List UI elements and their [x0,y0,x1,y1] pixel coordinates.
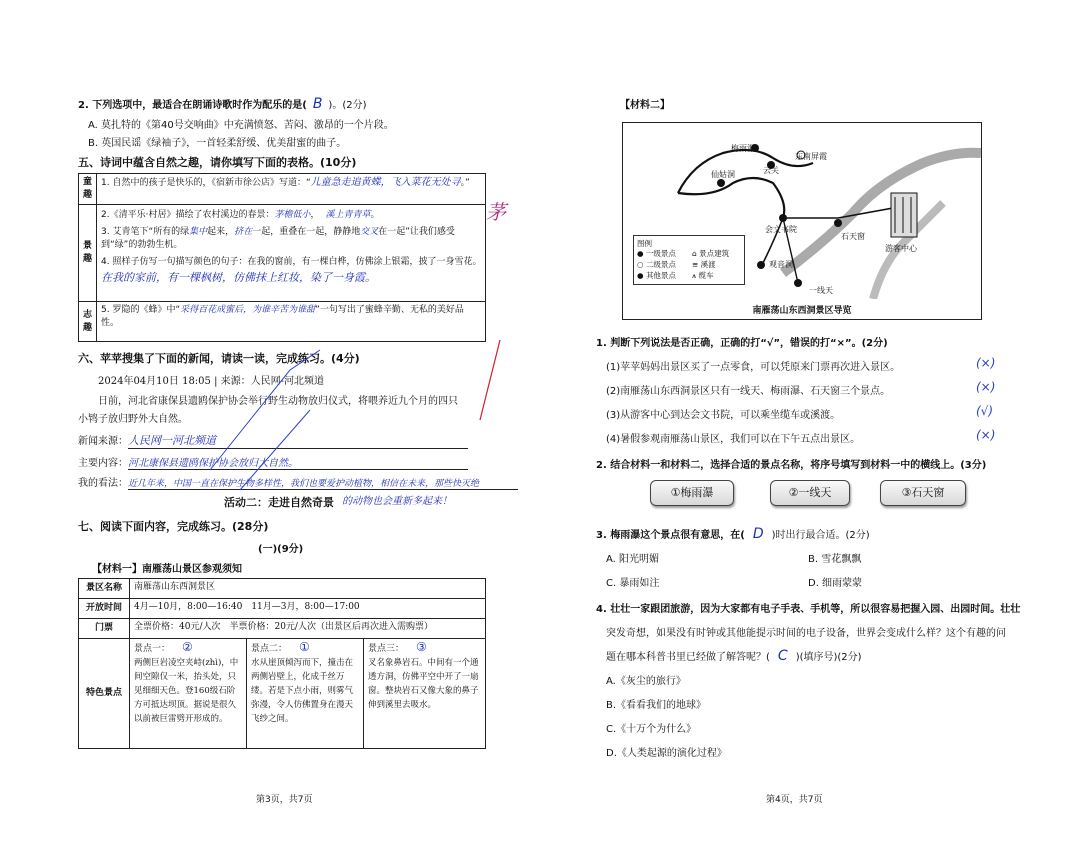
spot1-head: 景点一： [134,644,171,654]
spot3-answer: ③ [416,640,427,654]
source-answer: 人民网一河北频道 [128,432,468,449]
value-name: 南雁荡山东西洞景区 [130,579,486,599]
q1-item-4: (4)暑假参观南雁荡山景区，我们可以在下午五点出景区。 [606,434,861,445]
legend-label-3: 其他景点 [645,271,676,280]
q4-option-b: B.《看看我们的地球》 [606,700,707,711]
view-label: 我的看法： [78,478,128,489]
legend-label-6: 缆车 [698,271,714,280]
legend-label-5: 溪渡 [700,260,716,269]
q2r-stem: 2. 结合材料一和材料二，选择合适的景点名称，将序号填写到材料一中的横线上。(3分) [596,460,987,471]
row-label-jingqu: 景趣 [79,205,97,302]
row-label-tongqu: 童趣 [79,174,97,205]
spot3-text: 叉名象鼻岩石。中间有一个通透方洞，仿佛平空中开了一扇窗。整块岩石又像大象的鼻子伸到溪里去吸水。 [368,658,479,710]
map-label-huiwen: 会文书院 [765,225,797,234]
q2-close: )。(2分) [328,100,367,111]
q2-option-a: A. 莫扎特的《第40号交响曲》中充满愤怒、苦闷、激昂的一个片段。 [88,120,394,131]
news-body-1: 日前，河北省康保县遗鸥保护协会举行野生动物放归仪式，将喂养近九个月的四只 [98,396,458,407]
q4-stem-3a: 题在哪本科普书里已经做了解答呢？( [606,652,770,663]
jingqu2-answer1: 茅檐低小 [274,210,311,220]
legend-item-4: ⌂ 景点建筑 [692,249,730,258]
map-legend [633,235,745,285]
q3-stem-b: )时出行最合适。(2分) [771,530,870,541]
jingqu2-end: 。 [370,210,380,220]
spot-1 [130,639,247,749]
jingqu3-a: 3. 艾青笔下“所有的绿 [101,227,190,237]
legend-item-6: ⩚ 缆车 [692,271,714,280]
jingqu2-sep: ， [310,210,320,220]
map-label-yunguan: 云关 [763,166,779,175]
label-ticket: 门票 [79,619,130,639]
q3-option-d: D. 细雨蒙蒙 [808,578,863,589]
grading-strokes [150,330,530,530]
source-label: 新闻来源： [78,436,128,447]
q-tongqu-text: 1. 自然中的孩子是快乐的，《宿新市徐公店》写道：“ [101,178,311,188]
legend-item-5: ≡ 溪渡 [692,260,716,269]
spot2-text: 水从崖顶倾泻而下，撞击在两侧岩壁上，化成千丝万缕。若是下点小雨，则雾气弥漫，令人仿佛置身在漫天飞纱之间。 [251,658,354,724]
q2-stem-line [78,96,367,112]
q3-stem [596,526,870,542]
zhiqu-answer: 采得百花成蜜后，为谁辛苦为谁甜 [180,305,316,315]
map-label-dongnan: 东南屏霞 [795,152,827,161]
option-meiyupu[interactable]: ①梅雨瀑 [650,480,734,506]
scenic-table [78,578,486,749]
section7-title: 七、阅读下面内容，完成练习。(28分) [78,520,269,533]
material1-title: 【材料一】南雁荡山景区参观须知 [92,564,242,575]
legend-item-1: ● 一级景点 [637,249,676,258]
q4-option-d: D.《人类起源的演化过程》 [606,748,727,759]
q1-item-1: (1)苹苹妈妈出景区买了一点零食，可以凭原来门票再次进入景区。 [606,362,901,373]
view-answer-2: 的动物也会重新多起来！ [342,496,452,507]
q-tongqu-answer: 儿童急走追黄蝶，飞入菜花无处寻 [310,177,461,188]
q1-mark-2: (×) [976,380,996,394]
jingqu3-answer3: 交叉 [360,227,379,237]
map-label-shitianchuang: 石天窗 [841,232,865,241]
q4-jingqu-answer: 在我的家前，有一棵枫树，仿佛抹上红妆，染了一身霞。 [101,271,377,284]
activity-title: 活动二：走进自然奇景 [224,496,334,509]
q2-option-b: B. 英国民谣《绿袖子》，一首轻柔舒缓、优美甜蜜的曲子。 [88,138,347,149]
q3-jingqu [101,226,481,252]
label-feature: 特色景点 [79,639,130,749]
right-page [540,0,1080,842]
map-label-yixiantian: 一线天 [809,286,833,295]
q3-option-c: C. 暴雨如注 [606,578,660,589]
q3-stem-a: 3. 梅雨瀑这个景点很有意思，在( [596,530,745,541]
jingqu3-d: 在一起”让我们感受到“绿”的勃勃生机。 [101,227,455,250]
map-label-meiyupu: 梅雨瀑 [731,144,755,153]
legend-item-3: ● 其他景点 [637,271,676,280]
spot3-head: 景点三： [368,644,405,654]
q1-item-3: (3)从游客中心到达会文书院，可以乘坐缆车或溪渡。 [606,410,841,421]
spot2-answer: ① [299,640,310,654]
legend-label-1: 一级景点 [645,249,676,258]
q3-option-b: B. 雪花飘飘 [808,554,862,565]
row-label-zhiqu: 志趣 [79,302,97,342]
legend-label-2: 二级景点 [645,260,676,269]
q4-option-c: C.《十万个为什么》 [606,724,697,735]
q1-mark-3: (√) [976,404,994,418]
q4-answer: C [777,648,788,664]
label-name: 景区名称 [79,579,130,599]
option-yixiantian[interactable]: ②一线天 [770,480,850,506]
q1-stem: 1. 判断下列说法是否正确，正确的打“√”，错误的打“×”。(2分) [596,338,888,349]
map-caption: 南雁荡山东西洞景区导览 [752,306,852,316]
jingqu2-answer2: 溪上青青草 [325,210,371,220]
footer-left: 第3页，共7页 [256,795,313,805]
q1-mark-4: (×) [976,428,996,442]
spot1-answer: ② [182,640,193,654]
map-label-guanyin: 观音洞 [769,260,793,269]
option-shitianchuang[interactable]: ③石天窗 [880,480,966,506]
q4-stem-1: 4. 壮壮一家跟团旅游，因为大家都有电子手表、手机等，所以很容易把握入园、出园时间。壮壮 [596,604,1021,615]
q2-jingqu [101,209,481,222]
q4-stem-3b: )(填序号)(2分) [795,652,862,663]
jingqu3-c: 一起，重叠在一起，静静地 [252,227,361,237]
view-answer-1: 近几年来，中国一直在保护生物多样性，我们也要爱护动植物，相信在未来，那些快灭绝 [128,476,518,490]
news-header: 2024年04月10日 18:05 | 来源：人民网-河北频道 [98,376,325,387]
section6-title: 六、苹苹搜集了下面的新闻，请读一读，完成练习。(4分) [78,352,360,365]
legend-title: 图例 [637,239,652,248]
q4-stem-2: 突发奇想，如果没有时钟或其他能提示时间的电子设备，世界会变成什么样？这个有趣的问 [606,628,1006,639]
spot1-text: 两侧巨岩凌空夹峙(zhì)，中间空隙仅一米，抬头处，只见细细天色。登160级石阶方可抵达坝顶。据说是很久以前被巨雷劈开形成的。 [134,658,239,724]
map-label-xiangu: 仙姑洞 [711,170,735,179]
q2-answer: B [312,96,323,112]
jingqu3-answer1: 集中 [189,227,208,237]
legend-item-2: ○ 二级景点 [637,260,676,269]
row-tongqu [97,174,486,205]
q4-stem-3 [606,648,862,664]
content-label: 主要内容： [78,458,128,469]
jingqu2-text: 2.《清平乐·村居》描绘了农村溪边的春景： [101,210,275,220]
q1-item-2: (2)南雁荡山东西洞景区只有一线天、梅雨瀑、石天窗三个景点。 [606,386,891,397]
label-hours: 开放时间 [79,599,130,619]
q2-stem: 2. 下列选项中，最适合在朗诵诗歌时作为配乐的是( [78,100,307,111]
row-jingqu [97,205,486,302]
q1-mark-1: (×) [976,356,996,370]
value-hours: 4月—10月，8:00—16:40 11月—3月，8:00—17:00 [130,599,486,619]
material2-title: 【材料二】 [620,100,670,111]
news-body-2: 小鸨子放归野外大自然。 [78,414,188,425]
spot2-head: 景点二： [251,644,288,654]
zhiqu-b: ”一句写出了蜜蜂辛勤、无私的美好品性。 [101,305,464,328]
q3-answer: D [752,526,764,542]
scenic-map [622,122,982,320]
legend-label-4: 景点建筑 [699,249,730,258]
section5-title: 五、诗词中蕴含自然之趣，请你填写下面的表格。(10分) [78,156,357,169]
q3-option-a: A. 阳光明媚 [606,554,660,565]
jingqu3-answer2: 挤在 [234,227,253,237]
jingqu3-b: 起来， [207,227,235,237]
footer-right: 第4页，共7页 [766,795,823,805]
q-tongqu-end: 。” [460,178,470,188]
map-label-youke: 游客中心 [885,244,917,253]
margin-note: 茅 [486,200,506,224]
value-ticket: 全票价格：40元/人次 半票价格：20元/人次（出景区后再次进入需购票） [130,619,486,639]
part-one: (一)(9分) [258,544,304,555]
q4-jingqu-text: 4. 照样子仿写一句描写颜色的句子：在我的窗前，有一棵白桦，仿佛涂上银霜，披了一身雪花。 [101,257,482,267]
nature-table [78,173,486,342]
content-answer: 河北康保县遗鸥保护协会放归大自然。 [128,454,468,470]
spot-3 [364,639,486,749]
spot-2 [247,639,364,749]
q4-option-a: A.《灰尘的旅行》 [606,676,686,687]
zhiqu-a: 5. 罗隐的《蜂》中“ [101,305,181,315]
